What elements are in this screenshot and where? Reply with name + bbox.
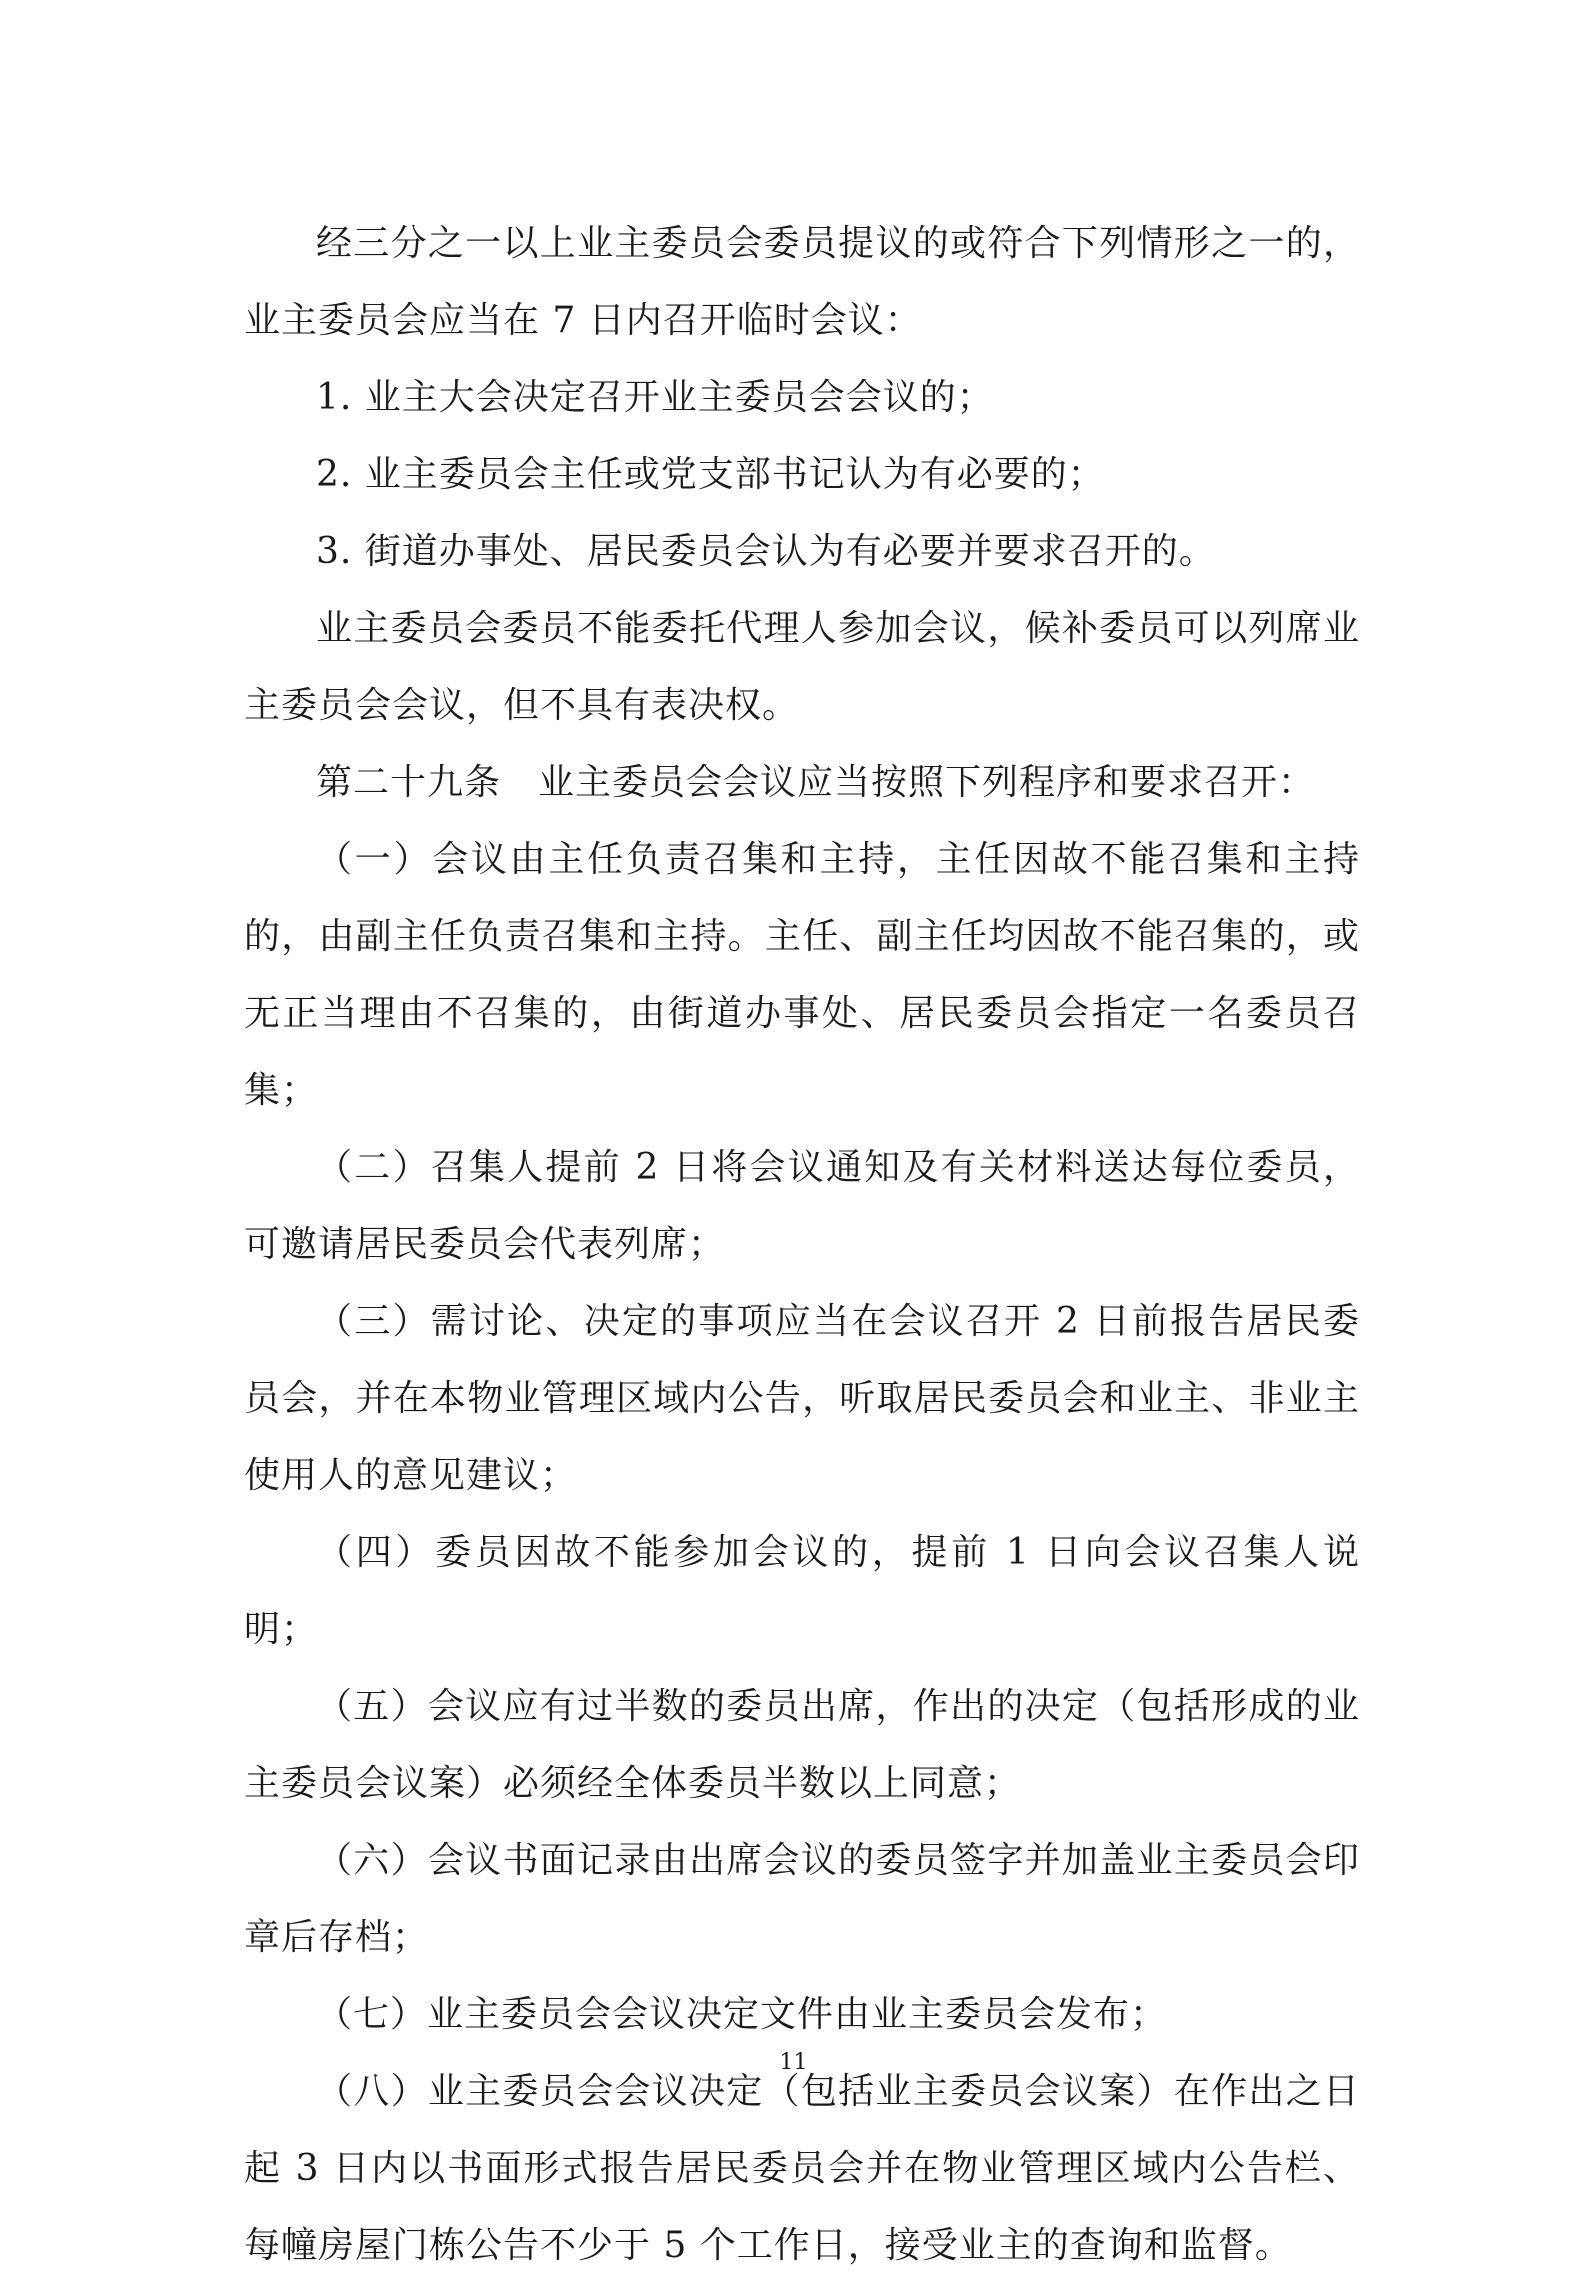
page-number: 11 (779, 2050, 808, 2075)
document-body (244, 205, 1360, 2284)
list-item-1: 1. 业主大会决定召开业主委员会会议的； (316, 377, 994, 418)
article-29-heading: 第二十九条 业主委员会会议应当按照下列程序和要求召开： (316, 762, 1316, 803)
clause-7: （七）业主委员会会议决定文件由业主委员会发布； (316, 1994, 1168, 2035)
clause-5: （五）会议应有过半数的委员出席，作出的决定（包括形成的业主委员会议案）必须经全体委员半数以上同意； (244, 1686, 1360, 1804)
clause-6: （六）会议书面记录由出席会议的委员签字并加盖业主委员会印章后存档； (244, 1840, 1360, 1958)
clause-3: （三）需讨论、决定的事项应当在会议召开 2 日前报告居民委员会，并在本物业管理区域内公告，听取居民委员会和业主、非业主使用人的意见建议； (244, 1301, 1360, 1496)
clause-4: （四）委员因故不能参加会议的，提前 1 日向会议召集人说明； (244, 1532, 1360, 1650)
list-item-2: 2. 业主委员会主任或党支部书记认为有必要的； (316, 454, 1105, 495)
clause-1: （一）会议由主任负责召集和主持，主任因故不能召集和主持的，由副主任负责召集和主持。主任、副主任均因故不能召集的，或无正当理由不召集的，由街道办事处、居民委员会指定一名委员召集； (244, 839, 1360, 1111)
list-item-3: 3. 街道办事处、居民委员会认为有必要并要求召开的。 (316, 531, 1216, 572)
paragraph-temporary-meeting: 经三分之一以上业主委员会委员提议的或符合下列情形之一的，业主委员会应当在 7 日内召开临时会议： (244, 223, 1360, 341)
clause-2: （二）召集人提前 2 日将会议通知及有关材料送达每位委员，可邀请居民委员会代表列席； (244, 1147, 1360, 1265)
clause-8: （八）业主委员会会议决定（包括业主委员会议案）在作出之日起 3 日内以书面形式报告居民委员会并在物业管理区域内公告栏、每幢房屋门栋公告不少于 5 个工作日，接受业主的查询和监督。 (244, 2071, 1360, 2266)
paragraph-proxy-rule: 业主委员会委员不能委托代理人参加会议，候补委员可以列席业主委员会会议，但不具有表决权。 (244, 608, 1360, 726)
